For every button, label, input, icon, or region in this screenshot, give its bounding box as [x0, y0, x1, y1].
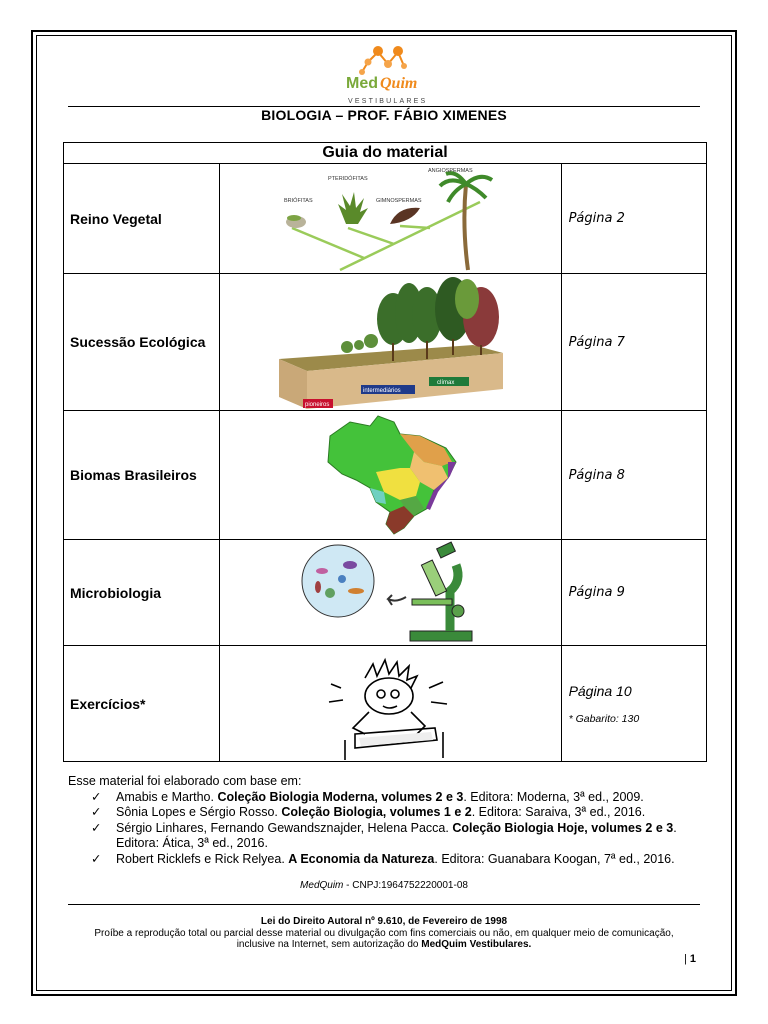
ecological-succession-image	[220, 274, 561, 411]
table-row	[64, 646, 707, 762]
fern-icon	[338, 192, 368, 224]
cnpj-value: - CNPJ:1964752220001-08	[343, 880, 468, 891]
copyright-brand: MedQuim Vestibulares.	[421, 939, 532, 950]
source-publisher: . Editora: Moderna, 3ª ed., 2009.	[463, 789, 644, 804]
row-page-exercicios-label: Página 10	[568, 682, 632, 699]
label-pioneiros: pioneiros	[305, 402, 330, 408]
copyright-line-3	[68, 939, 700, 951]
page-number-value: 1	[689, 953, 697, 965]
row-page-sucessao-ecologica: Página 7	[561, 274, 706, 411]
list-item	[89, 852, 708, 868]
page-number: | 1	[684, 953, 697, 965]
medquim-logo	[340, 42, 430, 108]
row-label-exercicios: Exercícios*	[64, 646, 220, 762]
table-row	[64, 411, 707, 540]
copyright-line-2: Proíbe a reprodução total ou parcial desse material ou divulgação com fins comerciais ou não, em qualquer meio de comunicação,	[94, 927, 674, 939]
sources-intro: Esse material foi elaborado com base em:	[68, 774, 302, 788]
brazil-biomes-map	[220, 411, 561, 540]
list-item	[89, 790, 708, 806]
label-briofitas: BRIÓFITAS	[284, 197, 313, 204]
label-gimnospermas: GIMNOSPERMAS	[376, 197, 422, 204]
row-page-biomas-brasileiros: Página 8	[561, 411, 706, 540]
label-angiospermas: ANGIOSPERMAS	[428, 167, 473, 174]
source-authors: Sônia Lopes e Sérgio Rosso.	[116, 805, 282, 819]
row-label-reino-vegetal: Reino Vegetal	[64, 164, 220, 274]
label-pteridofitas: PTERIDÓFITAS	[328, 175, 368, 182]
source-authors: Robert Ricklefs e Rick Relyea.	[116, 851, 289, 866]
student-studying-image	[220, 646, 561, 762]
source-publisher: . Editora: Ática, 3ª ed., 2016.	[116, 820, 677, 850]
source-title: Coleção Biologia Moderna, volumes 2 e 3	[217, 789, 464, 804]
row-label-biomas-brasileiros: Biomas Brasileiros	[64, 411, 220, 540]
logo-text-quim: Quim	[380, 75, 418, 92]
sources-list	[68, 790, 708, 868]
row-page-reino-vegetal: Página 2	[561, 164, 706, 274]
copyright-line-3-text: inclusive na Internet, sem autorização do	[236, 939, 422, 950]
source-title: Coleção Biologia Hoje, volumes 2 e 3	[452, 820, 674, 835]
row-label-sucessao-ecologica: Sucessão Ecológica	[64, 274, 220, 411]
cnpj-line	[0, 880, 768, 891]
guide-table	[63, 142, 707, 762]
medquim-name: MedQuim	[300, 880, 344, 891]
microorganisms-circle-icon	[302, 545, 374, 617]
label-climax: clímax	[437, 380, 455, 386]
source-title: A Economia da Natureza	[288, 851, 435, 866]
pine-cone-icon	[390, 207, 420, 223]
plant-evolution-image	[220, 164, 561, 274]
sources-section	[68, 774, 708, 867]
source-authors: Amabis e Martho.	[116, 789, 218, 804]
list-item	[89, 805, 708, 821]
microscope-icon	[410, 542, 472, 641]
logo-text-med: Med	[346, 75, 378, 92]
checkmark-icon: ✓	[91, 820, 102, 835]
row-label-microbiologia: Microbiologia	[64, 540, 220, 646]
law-title: Lei do Direito Autoral nº 9.610, de Fevereiro de 1998	[260, 916, 508, 927]
source-authors: Sérgio Linhares, Fernando Gewandsznajder, Helena Pacca.	[116, 820, 453, 835]
list-item	[89, 821, 708, 852]
gabarito-note: * Gabarito: 130	[568, 712, 640, 725]
checkmark-icon: ✓	[91, 851, 102, 866]
logo-tagline: VESTIBULARES	[348, 98, 428, 105]
checkmark-icon: ✓	[91, 805, 102, 819]
copyright-footer	[68, 916, 700, 951]
checkmark-icon: ✓	[91, 789, 102, 804]
label-intermediarios: intermediários	[363, 388, 402, 394]
microscope-image	[220, 540, 561, 646]
table-row	[64, 274, 707, 411]
source-title: Coleção Biologia, volumes 1 e 2	[281, 805, 472, 819]
guide-title: Guia do material	[64, 143, 707, 164]
table-row	[64, 540, 707, 646]
row-page-exercicios	[561, 646, 706, 762]
palm-tree-icon	[440, 173, 492, 270]
row-page-microbiologia: Página 9	[561, 540, 706, 646]
page-header-title: BIOLOGIA – PROF. FÁBIO XIMENES	[261, 107, 507, 123]
footer-divider	[68, 904, 700, 905]
table-row	[64, 164, 707, 274]
source-publisher: . Editora: Saraiva, 3ª ed., 2016.	[471, 805, 646, 819]
source-publisher: . Editora: Guanabara Koogan, 7ª ed., 2016.	[434, 851, 675, 866]
arrow-icon	[388, 595, 406, 605]
